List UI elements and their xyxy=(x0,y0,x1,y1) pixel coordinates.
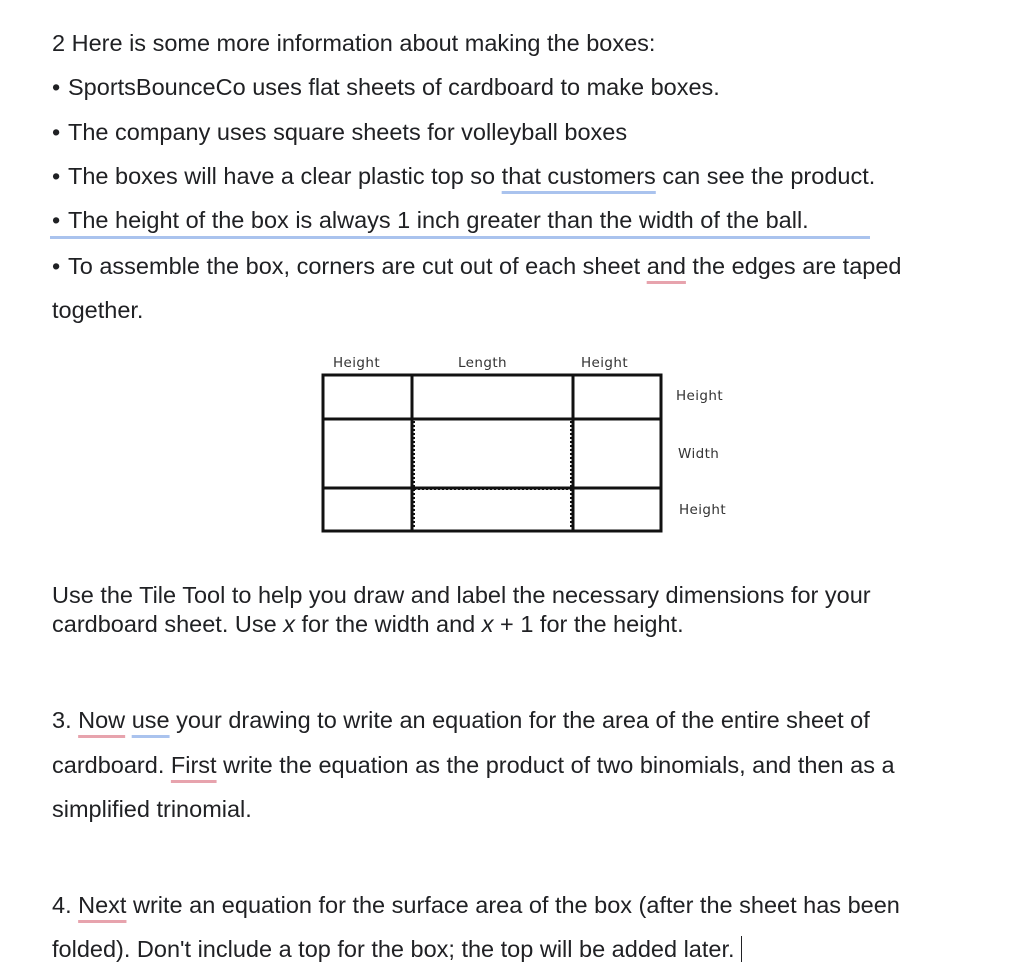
bullet-3-before: The boxes will have a clear plastic top so xyxy=(68,163,502,189)
bullet-5-continuation: together. xyxy=(52,297,144,323)
bullet-symbol: • xyxy=(52,253,61,279)
bullet-4-text: The height of the box is always 1 inch greater than the width of the ball. xyxy=(68,207,809,233)
cardboard-sheet-diagram xyxy=(318,372,668,536)
question-4-line-2[interactable] xyxy=(52,934,742,964)
bullet-symbol: • xyxy=(52,207,61,233)
bullet-3-after: can see the product. xyxy=(655,163,876,189)
question-3-text: write the equation as the product of two binomials, and then as a xyxy=(216,752,895,778)
bullet-2-text: The company uses square sheets for volleyball boxes xyxy=(68,119,628,145)
bullet-5-before: To assemble the box, corners are cut out of each sheet xyxy=(68,253,647,279)
diagram-label-width: Width xyxy=(678,446,720,462)
bullet-5-after: the edges are taped xyxy=(685,253,902,279)
bullet-5 xyxy=(52,251,902,281)
grammar-suggestion-underline[interactable] xyxy=(50,236,870,239)
bullet-symbol: • xyxy=(52,163,61,189)
bullet-1-text: SportsBounceCo uses flat sheets of cardboard to make boxes. xyxy=(68,74,720,100)
spelling-suggestion-underline[interactable]: Now xyxy=(78,707,126,733)
instructions-text-b: for the width and xyxy=(294,611,482,637)
section-2-heading: 2 Here is some more information about making the boxes: xyxy=(52,30,656,56)
question-3-text: your drawing to write an equation for the area of the entire sheet of xyxy=(169,707,870,733)
bullet-3 xyxy=(52,161,875,191)
question-4-text: folded). Don't include a top for the box; the top will be added later. xyxy=(52,936,735,962)
question-3-line-1 xyxy=(52,705,870,735)
bullet-4 xyxy=(52,205,809,235)
question-3-number: 3. xyxy=(52,707,79,733)
diagram-label-height-bottom: Height xyxy=(679,502,727,518)
spelling-suggestion-underline[interactable]: and xyxy=(646,253,686,279)
corner-bottom-right xyxy=(573,488,661,531)
corner-bottom-left xyxy=(323,488,412,531)
bullet-symbol: • xyxy=(52,74,61,100)
bullet-symbol: • xyxy=(52,119,61,145)
question-4-number: 4. xyxy=(52,892,79,918)
flap-top xyxy=(412,375,573,419)
question-3-text: cardboard. xyxy=(52,752,171,778)
question-3-line-2 xyxy=(52,750,895,780)
bullet-2 xyxy=(52,117,627,147)
grammar-suggestion-underline[interactable]: use xyxy=(131,707,170,733)
corner-top-left xyxy=(323,375,412,419)
text-cursor xyxy=(741,936,742,962)
flap-bottom xyxy=(412,488,573,531)
diagram-label-height-right: Height xyxy=(581,355,629,371)
diagram-label-length: Length xyxy=(458,355,507,371)
instructions-text-a: cardboard sheet. Use xyxy=(52,611,284,637)
diagram-label-height-left: Height xyxy=(333,355,381,371)
question-4-text: write an equation for the surface area of the box (after the sheet has been xyxy=(126,892,900,918)
spelling-suggestion-underline[interactable]: Next xyxy=(78,892,127,918)
grammar-suggestion-underline[interactable]: that customers xyxy=(501,163,656,189)
flap-left xyxy=(323,419,412,488)
variable-x: x xyxy=(481,611,494,637)
bullet-1 xyxy=(52,72,720,102)
instructions-line-1: Use the Tile Tool to help you draw and label the necessary dimensions for your xyxy=(52,582,871,608)
question-4-line-1 xyxy=(52,890,900,920)
instructions-line-2 xyxy=(52,610,684,638)
instructions-text-c: + 1 for the height. xyxy=(493,611,684,637)
corner-top-right xyxy=(573,375,661,419)
flap-right xyxy=(573,419,661,488)
spelling-suggestion-underline[interactable]: First xyxy=(170,752,217,778)
question-3-line-3: simplified trinomial. xyxy=(52,796,252,822)
diagram-label-height-top: Height xyxy=(676,388,724,404)
variable-x: x xyxy=(283,611,295,637)
